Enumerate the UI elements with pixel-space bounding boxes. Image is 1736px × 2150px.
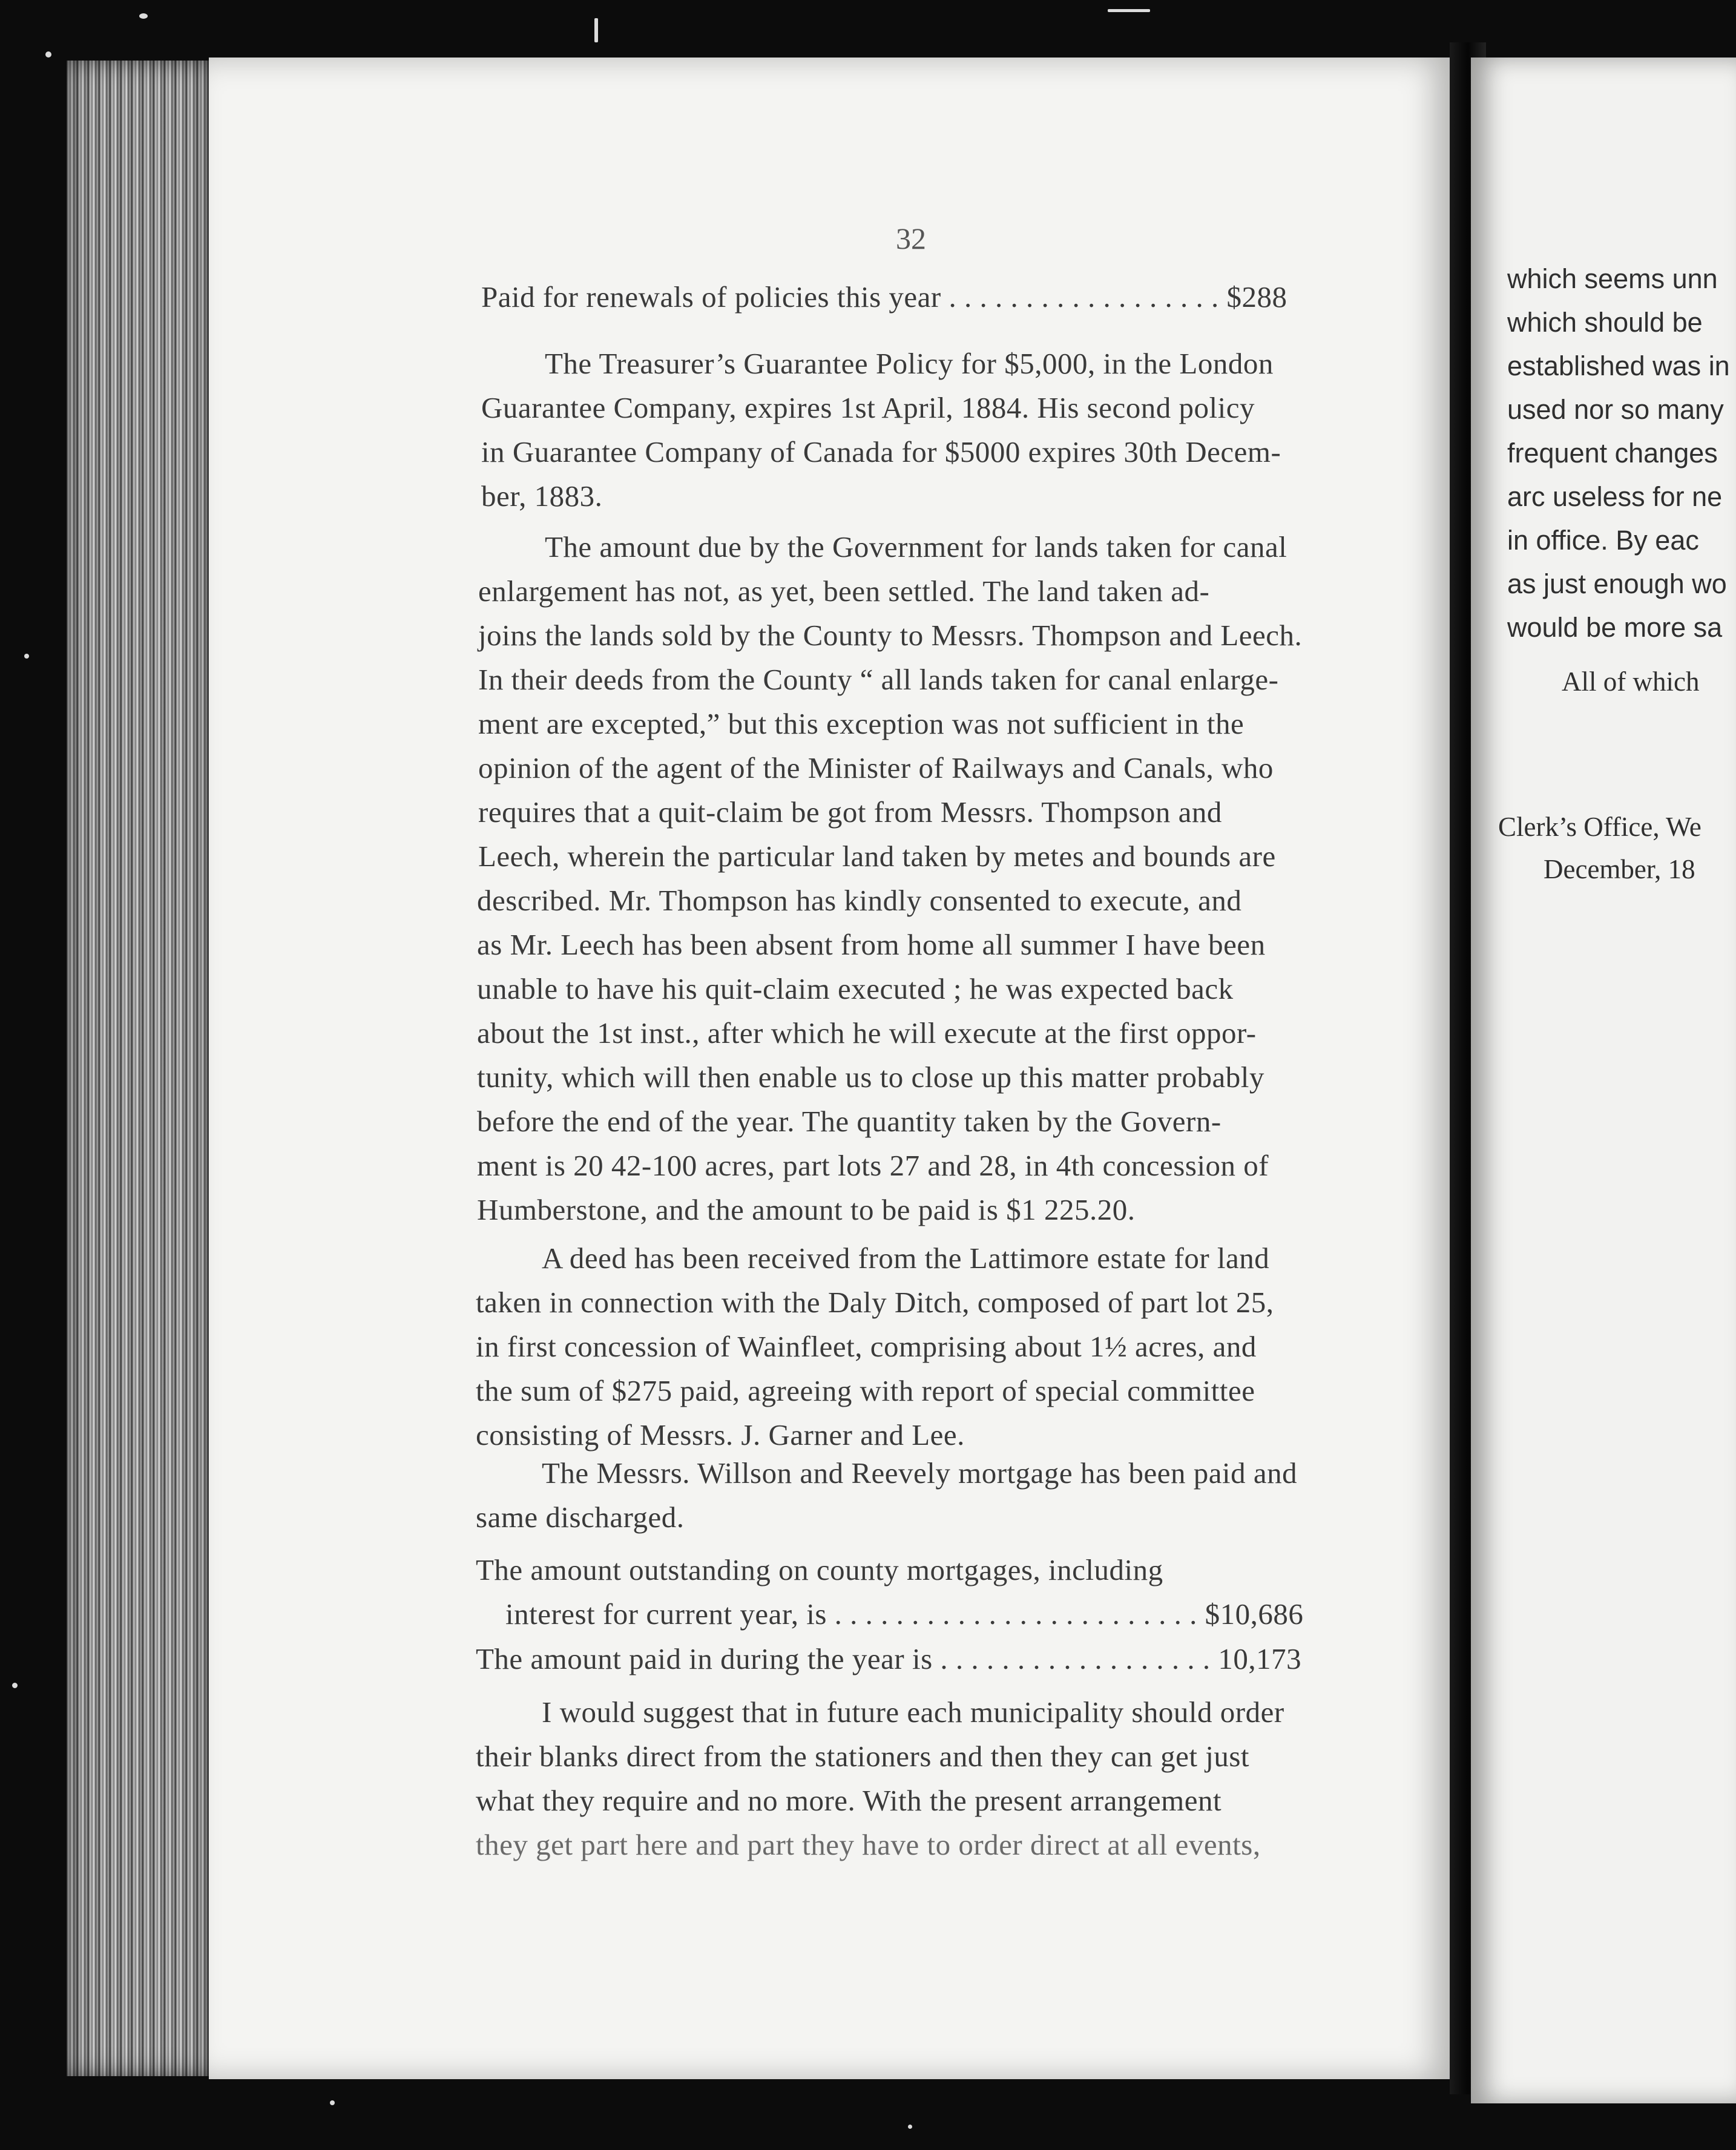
book-page-edges [67, 61, 212, 2076]
right-text-line: used nor so many [1507, 394, 1724, 425]
text-line: The Messrs. Willson and Reevely mortgage has been paid and [542, 1456, 1298, 1490]
text-line: The Treasurer’s Guarantee Policy for $5,000, in the London [545, 347, 1274, 380]
text-line: described. Mr. Thompson has kindly consented to execute, and [477, 884, 1242, 917]
right-text-line: in office. By eac [1507, 525, 1699, 556]
text-line: about the 1st inst., after which he will execute at the first oppor- [477, 1016, 1257, 1050]
text-line: what they require and no more. With the present arrangement [476, 1784, 1222, 1817]
text-line: they get part here and part they have to order direct at all events, [476, 1828, 1261, 1861]
right-text-line: would be more sa [1507, 612, 1723, 643]
right-text-line: which seems unn [1507, 263, 1718, 294]
text-line: in Guarantee Company of Canada for $5000 expires 30th Decem- [481, 435, 1281, 468]
right-text-line: December, 18 [1544, 854, 1695, 884]
text-line: their blanks direct from the stationers and then they can get just [476, 1740, 1250, 1773]
text-line: A deed has been received from the Lattimore estate for land [542, 1241, 1270, 1275]
text-line: before the end of the year. The quantity taken by the Govern- [477, 1105, 1221, 1138]
text-line: The amount due by the Government for lands taken for canal [545, 530, 1287, 564]
text-line: joins the lands sold by the County to Messrs. Thompson and Leech. [478, 619, 1303, 652]
text-line: Leech, wherein the particular land taken by metes and bounds are [478, 840, 1276, 873]
text-line: The amount paid in during the year is . . . . . . . . . . . . . . . . . . 10,173 [476, 1642, 1302, 1675]
text-line: unable to have his quit-claim executed ; he was expected back [477, 972, 1234, 1005]
text-line: In their deeds from the County “ all lands taken for canal enlarge- [478, 663, 1279, 696]
text-line: opinion of the agent of the Minister of Railways and Canals, who [478, 751, 1274, 784]
page-number: 32 [896, 222, 926, 255]
text-line: Humberstone, and the amount to be paid is $1 225.20. [477, 1193, 1136, 1226]
right-text-line: arc useless for ne [1507, 481, 1723, 512]
right-text-line: established was in [1507, 350, 1730, 381]
right-text-line: as just enough wo [1507, 568, 1727, 599]
text-line: ment is 20 42-100 acres, part lots 27 and 28, in 4th concession of [477, 1149, 1269, 1182]
text-line: The amount outstanding on county mortgages, including [476, 1553, 1163, 1586]
text-line: tunity, which will then enable us to close up this matter probably [477, 1060, 1264, 1094]
text-line: interest for current year, is . . . . . . . . . . . . . . . . . . . . . . . . $10,686 [505, 1597, 1304, 1631]
text-line: in first concession of Wainfleet, comprising about 1½ acres, and [476, 1330, 1257, 1363]
text-line: same discharged. [476, 1501, 685, 1534]
text-line: as Mr. Leech has been absent from home all summer I have been [477, 928, 1266, 961]
right-text-line: which should be [1507, 307, 1703, 338]
text-line: Paid for renewals of policies this year . . . . . . . . . . . . . . . . . . $288 [481, 280, 1287, 314]
text-line: the sum of $275 paid, agreeing with report of special committee [476, 1374, 1255, 1407]
right-text-line: Clerk’s Office, We [1498, 812, 1701, 842]
right-text-line: frequent changes [1507, 438, 1718, 468]
text-line: Guarantee Company, expires 1st April, 1884. His second policy [481, 391, 1255, 424]
text-line: taken in connection with the Daly Ditch, composed of part lot 25, [476, 1286, 1274, 1319]
text-line: ber, 1883. [481, 479, 603, 513]
text-line: ment are excepted,” but this exception was not sufficient in the [478, 707, 1244, 740]
text-line: enlargement has not, as yet, been settled. The land taken ad- [478, 574, 1210, 608]
text-line: requires that a quit-claim be got from Messrs. Thompson and [478, 795, 1222, 829]
right-text-line: All of which [1562, 666, 1700, 697]
text-line: consisting of Messrs. J. Garner and Lee. [476, 1418, 965, 1451]
text-line: I would suggest that in future each municipality should order [542, 1695, 1284, 1729]
